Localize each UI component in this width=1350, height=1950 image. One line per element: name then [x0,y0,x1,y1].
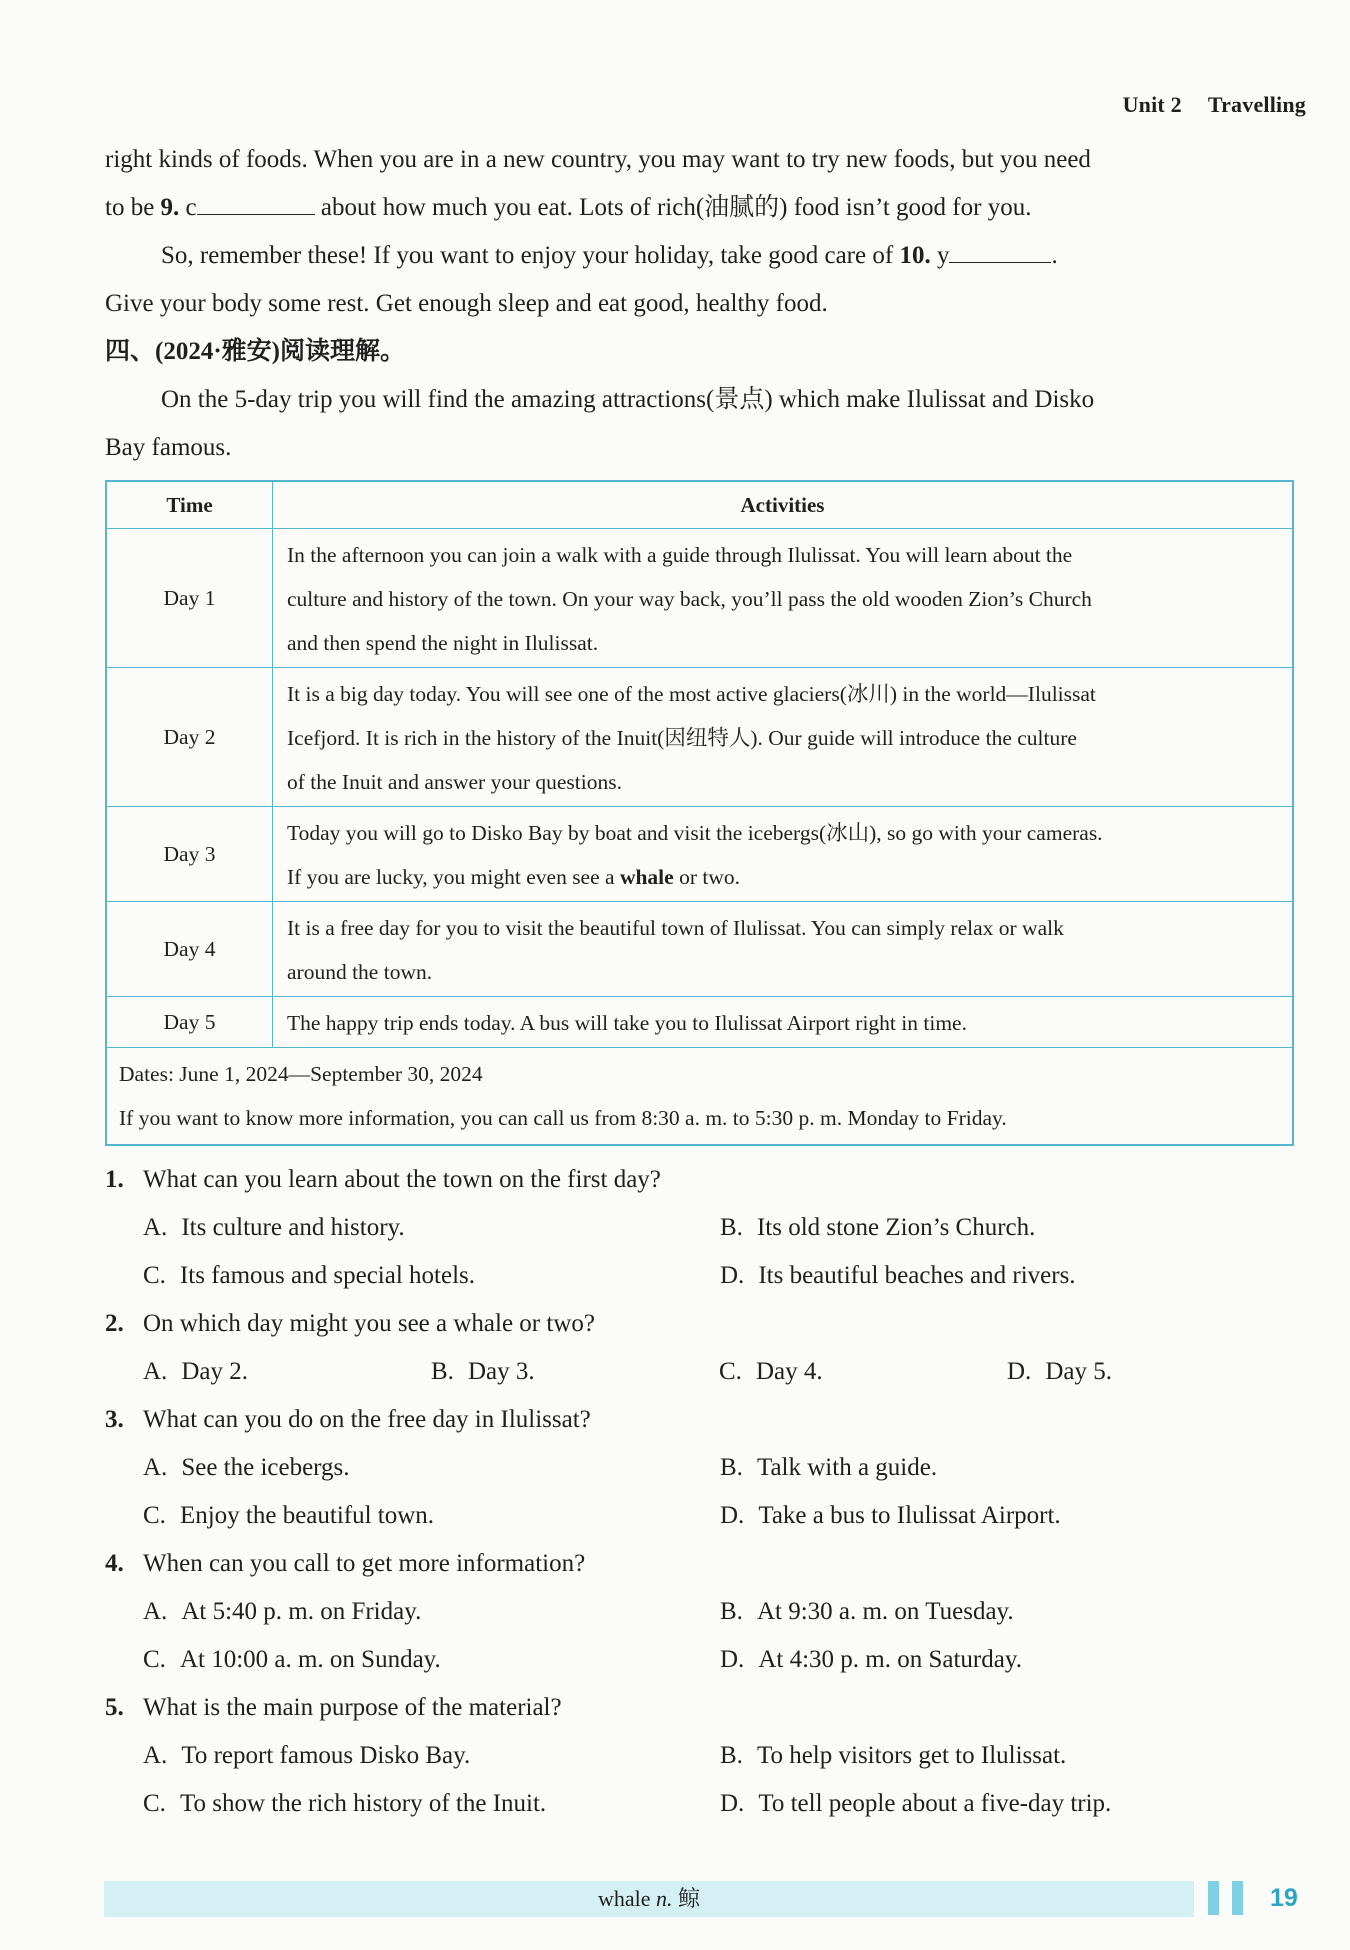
question-3-options [105,1444,1295,1540]
table-row [106,997,1293,1048]
blank-hint-letter: c [179,194,197,221]
question-number: 1. [105,1166,124,1193]
blank-hint-letter: y [930,242,950,269]
option-letter: B. [720,1742,743,1769]
text-segment: . [1051,242,1058,269]
option-letter: A. [143,1358,168,1385]
contact-info: If you want to know more information, you can call us from 8:30 a. m. to 5:30 p. m. Monday to Friday. [119,1106,1007,1130]
passage-line-1: right kinds of foods. When you are in a new country, you may want to try new foods, but you need [105,146,1091,173]
option-d[interactable] [720,1492,1297,1540]
question-4 [105,1540,1295,1588]
option-letter: D. [1007,1358,1032,1385]
option-a[interactable] [143,1732,720,1780]
text-segment: or two. [673,865,740,889]
option-text: Its beautiful beaches and rivers. [758,1262,1076,1289]
table-row [106,807,1293,902]
vocab-footer-bar [104,1881,1194,1917]
option-text: At 10:00 a. m. on Sunday. [179,1646,441,1673]
passage-line-4: Give your body some rest. Get enough sleep and eat good, healthy food. [105,290,828,317]
option-b[interactable] [720,1444,1297,1492]
option-text: Day 3. [467,1358,535,1385]
option-text: Day 4. [755,1358,823,1385]
blank-number-9: 9. [160,194,180,221]
decorative-bar-block [1208,1881,1219,1915]
question-5-options [105,1732,1295,1828]
option-b[interactable] [431,1348,719,1396]
activity-cell [273,529,1294,668]
option-letter: A. [143,1742,168,1769]
activity-cell [273,807,1294,902]
vocab-word: whale [597,1886,651,1911]
day-cell: Day 2 [106,668,273,807]
option-text: Its famous and special hotels. [179,1262,476,1289]
activity-line: culture and history of the town. On your way back, you’ll pass the old wooden Zion’s Church [287,587,1092,611]
decorative-bar-block [1232,1881,1243,1915]
section-intro-2: Bay famous. [105,434,232,461]
option-d[interactable] [720,1780,1297,1828]
question-text: What can you do on the free day in Ilulissat? [143,1406,591,1433]
activity-line [287,855,1282,899]
option-c[interactable] [719,1348,1007,1396]
table-row [106,902,1293,997]
header-activities: Activities [273,481,1294,529]
option-b[interactable] [720,1588,1297,1636]
question-1 [105,1156,1295,1204]
vocab-part-of-speech: n. [656,1886,673,1911]
activity-cell [273,902,1294,997]
activity-line: Today you will go to Disko Bay by boat and visit the icebergs(冰山), so go with your cameras. [287,821,1103,845]
page-number: 19 [1270,1884,1298,1912]
question-3 [105,1396,1295,1444]
day-cell: Day 4 [106,902,273,997]
passage-line-3 [105,232,1295,280]
section-intro-1: On the 5-day trip you will find the amazing attractions(景点) which make Ilulissat and Disko [161,386,1095,413]
option-letter: C. [719,1358,742,1385]
table-header-row [106,481,1293,529]
day-cell: Day 5 [106,997,273,1048]
unit-label: Unit 2 [1122,92,1182,117]
option-letter: C. [143,1262,166,1289]
activity-line: of the Inuit and answer your questions. [287,770,622,794]
option-text: See the icebergs. [181,1454,350,1481]
question-2 [105,1300,1295,1348]
activity-line: around the town. [287,960,433,984]
header-time: Time [106,481,273,529]
question-5 [105,1684,1295,1732]
activity-line: In the afternoon you can join a walk with a guide through Ilulissat. You will learn about the [287,543,1073,567]
trip-schedule-table [105,480,1294,1146]
activity-line: Icefjord. It is rich in the history of the Inuit(因纽特人). Our guide will introduce the culture [287,726,1077,750]
option-letter: B. [720,1454,743,1481]
option-text: To report famous Disko Bay. [181,1742,471,1769]
activity-cell [273,668,1294,807]
option-a[interactable] [143,1348,431,1396]
option-a[interactable] [143,1588,720,1636]
text-segment: about how much you eat. Lots of rich(油腻的) food isn’t good for you. [314,194,1032,221]
option-c[interactable] [143,1252,720,1300]
option-letter: D. [720,1790,745,1817]
option-text: Talk with a guide. [756,1454,938,1481]
option-text: To tell people about a five-day trip. [758,1790,1112,1817]
text-segment: to be [105,194,161,221]
option-letter: D. [720,1502,745,1529]
option-text: To help visitors get to Ilulissat. [756,1742,1067,1769]
day-cell: Day 1 [106,529,273,668]
option-text: Its culture and history. [181,1214,405,1241]
activity-line: and then spend the night in Ilulissat. [287,631,599,655]
option-letter: A. [143,1214,168,1241]
vocab-highlight-word: whale [619,865,674,889]
option-d[interactable] [1007,1348,1295,1396]
option-c[interactable] [143,1636,720,1684]
passage-line-2 [105,184,1295,232]
table-row [106,668,1293,807]
blank-number-10: 10. [899,242,931,269]
option-text: Day 5. [1045,1358,1112,1385]
answer-blank-10[interactable] [949,262,1051,263]
unit-title: Travelling [1207,92,1306,117]
question-1-options [105,1204,1295,1300]
question-text: What is the main purpose of the material? [143,1694,562,1721]
questions-list [105,1156,1295,1828]
table-row [106,529,1293,668]
question-number: 2. [105,1310,124,1337]
option-letter: A. [143,1454,168,1481]
section-title: 四、(2024·雅安)阅读理解。 [105,338,405,365]
option-letter: A. [143,1598,168,1625]
option-a[interactable] [143,1444,720,1492]
option-letter: B. [431,1358,454,1385]
option-letter: C. [143,1646,166,1673]
trip-dates: Dates: June 1, 2024—September 30, 2024 [119,1062,483,1086]
activity-line: The happy trip ends today. A bus will take you to Ilulissat Airport right in time. [287,1011,967,1035]
option-letter: D. [720,1646,745,1673]
table-footer-row [106,1048,1293,1146]
option-c[interactable] [143,1492,720,1540]
option-text: Its old stone Zion’s Church. [756,1214,1036,1241]
activity-line: It is a big day today. You will see one of the most active glaciers(冰川) in the world—Ilulissat [287,682,1096,706]
day-cell: Day 3 [106,807,273,902]
question-text: On which day might you see a whale or two? [143,1310,595,1337]
question-text: When can you call to get more information? [143,1550,586,1577]
option-c[interactable] [143,1780,720,1828]
question-number: 5. [105,1694,124,1721]
question-4-options [105,1588,1295,1684]
activity-cell [273,997,1294,1048]
question-text: What can you learn about the town on the first day? [143,1166,661,1193]
option-letter: D. [720,1262,745,1289]
option-text: At 4:30 p. m. on Saturday. [758,1646,1022,1673]
question-number: 4. [105,1550,124,1577]
question-2-options [105,1348,1295,1396]
page-content [105,136,1295,1828]
option-letter: B. [720,1214,743,1241]
option-b[interactable] [720,1204,1297,1252]
answer-blank-9[interactable] [197,214,315,215]
option-text: Take a bus to Ilulissat Airport. [758,1502,1061,1529]
option-text: At 5:40 p. m. on Friday. [181,1598,422,1625]
question-number: 3. [105,1406,124,1433]
option-letter: C. [143,1790,166,1817]
option-text: At 9:30 a. m. on Tuesday. [756,1598,1014,1625]
option-d[interactable] [720,1636,1297,1684]
activity-line: It is a free day for you to visit the beautiful town of Ilulissat. You can simply relax or walk [287,916,1064,940]
table-footer-cell [106,1048,1293,1146]
option-text: To show the rich history of the Inuit. [179,1790,547,1817]
vocab-meaning: 鲸 [678,1886,701,1911]
option-letter: C. [143,1502,166,1529]
page-header [1123,92,1306,118]
option-text: Day 2. [181,1358,248,1385]
option-d[interactable] [720,1252,1297,1300]
option-b[interactable] [720,1732,1297,1780]
text-segment: So, remember these! If you want to enjoy your holiday, take good care of [161,242,900,269]
option-letter: B. [720,1598,743,1625]
option-a[interactable] [143,1204,720,1252]
option-text: Enjoy the beautiful town. [179,1502,435,1529]
text-segment: If you are lucky, you might even see a [287,865,620,889]
